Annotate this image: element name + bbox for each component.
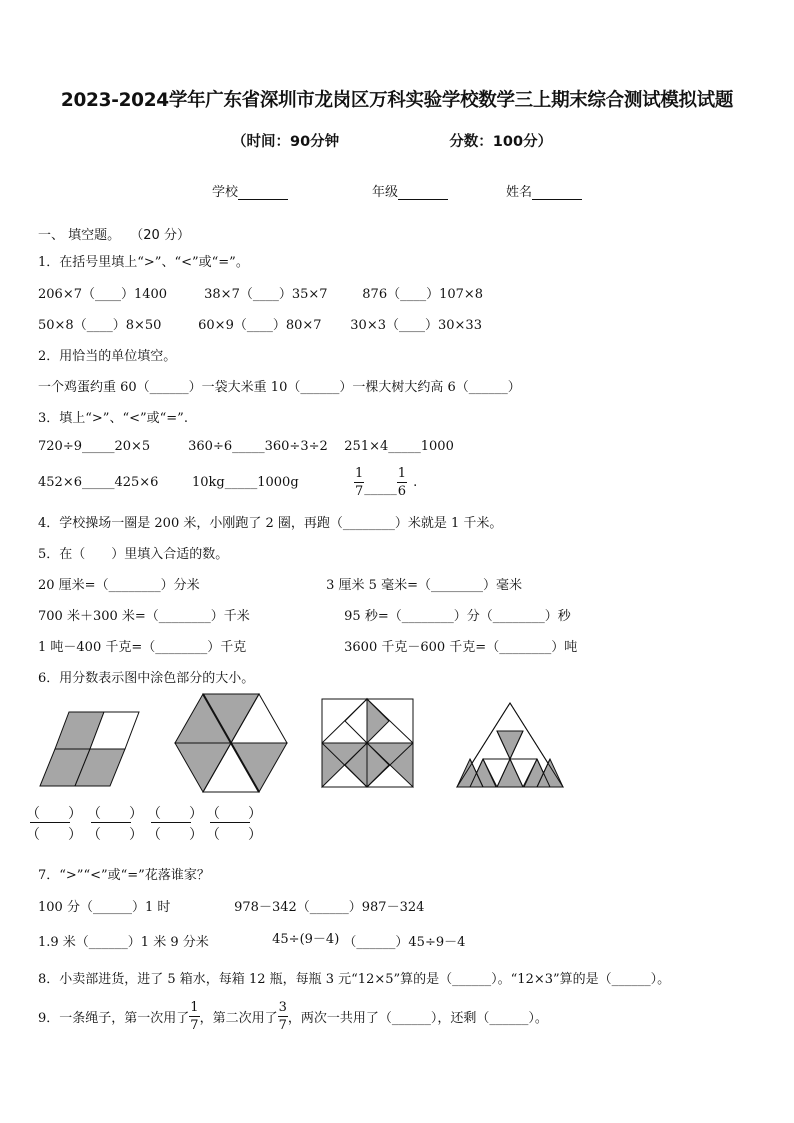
q7-row1	[38, 896, 424, 915]
fraction: $\frac{1}{7}$	[190, 999, 199, 1033]
q5-item[interactable]: 1 吨－400 千克=（________）千克	[38, 640, 247, 655]
q1-prompt: 1．在括号里填上“>”、“<”或“=”。	[38, 255, 249, 270]
q1-item[interactable]: 876（____）107×8	[362, 287, 484, 302]
q7-prompt: 7．“>”“<”或“=”花落谁家？	[38, 868, 210, 883]
page-title: 2023-2024学年广东省深圳市龙岗区万科实验学校数学三上期末综合测试模拟试题	[60, 90, 734, 111]
q5-row2	[38, 605, 571, 624]
q7-row2	[38, 931, 465, 950]
q1-item[interactable]: 30×3（____）30×33	[350, 318, 482, 333]
q5-row3	[38, 636, 577, 655]
q5-item[interactable]: 95 秒=（________）分（________）秒	[344, 609, 571, 624]
q9-text: 9．一条绳子，第一次用了	[38, 1010, 190, 1026]
fraction: $\frac{1}{7}$	[355, 465, 364, 499]
fraction-answer[interactable]: （ ） （ ）	[206, 806, 262, 843]
q5-item[interactable]: 20 厘米=（________）分米	[38, 578, 200, 593]
q9-row	[38, 995, 548, 1037]
q5-item[interactable]: 3600 千克－600 千克=（________）吨	[344, 640, 578, 655]
section-label: 一、 填空题。	[38, 228, 121, 243]
fraction-answer[interactable]: （ ） （ ）	[26, 806, 82, 843]
exam-meta	[232, 130, 552, 151]
school-field[interactable]	[212, 181, 288, 200]
q7-expression: 45÷(9－4)	[272, 932, 340, 947]
name-label: 姓名	[506, 185, 533, 200]
q3-row1	[38, 439, 454, 454]
q2-prompt: 2．用恰当的单位填空。	[38, 349, 177, 364]
section-heading	[38, 224, 190, 243]
q7-item[interactable]: 100 分（______）1 时	[38, 900, 171, 915]
q1-item[interactable]: 50×8（____）8×50	[38, 318, 162, 333]
q8-text[interactable]: 8．小卖部进货，进了 5 箱水，每箱 12 瓶，每瓶 3 元“12×5”算的是（______）。“12×3”算的是（______）。	[38, 972, 671, 987]
q5-item[interactable]: 3 厘米 5 毫米=（________）毫米	[326, 578, 522, 593]
q1-item[interactable]: 206×7（____）1400	[38, 287, 168, 302]
time-limit: （时间：90分钟	[232, 134, 340, 150]
total-score: 分数：100分）	[449, 134, 553, 150]
q7-item[interactable]: 1.9 米（______）1 米 9 分米	[38, 935, 209, 950]
q6-prompt: 6．用分数表示图中涂色部分的大小。	[38, 671, 255, 686]
parallelogram-figure	[40, 712, 139, 786]
q9-blanks[interactable]: ，两次一共用了（______），还剩（______）。	[287, 1010, 548, 1026]
q3-item[interactable]: 10kg_____1000g	[192, 474, 299, 490]
q3-row2	[38, 462, 417, 502]
fraction-answer[interactable]: （ ） （ ）	[147, 806, 203, 843]
q3-prompt: 3．填上“>”、“<”或“=”.	[38, 411, 188, 426]
q2-row[interactable]: 一个鸡蛋约重 60（______）一袋大米重 10（______）一棵大树大约高 6（______）	[38, 380, 521, 395]
q4-text[interactable]: 4．学校操场一圈是 200 米，小刚跑了 2 圈，再跑（________）米就是 1 千米。	[38, 516, 503, 531]
q1-item[interactable]: 60×9（____）80×7	[198, 318, 322, 333]
q5-row1	[38, 574, 522, 593]
q5-prompt: 5．在（ ）里填入合适的数。	[38, 547, 229, 562]
q9-text: ，第二次用了	[199, 1010, 278, 1026]
q3-fraction-blank[interactable]: _____	[364, 480, 397, 496]
square-figure	[322, 699, 413, 787]
triangle-figure	[457, 703, 563, 787]
name-field[interactable]	[506, 181, 582, 200]
q1-row1	[38, 283, 483, 302]
q1-item[interactable]: 38×7（____）35×7	[204, 287, 328, 302]
q3-item[interactable]: 720÷9_____20×5	[38, 439, 151, 454]
fraction-answer[interactable]: （ ） （ ）	[87, 806, 143, 843]
q6-figures	[0, 690, 794, 795]
q7-item[interactable]: 978－342（______）987－324	[234, 900, 425, 915]
school-label: 学校	[212, 185, 239, 200]
grade-label: 年级	[372, 185, 399, 200]
q7-item[interactable]: （______）45÷9－4	[343, 935, 466, 950]
section-points: （20 分）	[130, 228, 190, 243]
hexagon-figure	[175, 694, 287, 792]
grade-field[interactable]	[372, 181, 448, 200]
q5-item[interactable]: 700 米＋300 米=（________）千米	[38, 609, 250, 624]
fraction: $\frac{3}{7}$	[278, 999, 287, 1033]
q3-item[interactable]: 360÷6_____360÷3÷2	[188, 439, 328, 454]
q3-item[interactable]: 251×4_____1000	[344, 439, 454, 454]
period: .	[413, 474, 418, 490]
q3-item[interactable]: 452×6_____425×6	[38, 474, 159, 490]
q1-row2	[38, 314, 482, 333]
fraction: $\frac{1}{6}$	[397, 465, 407, 499]
